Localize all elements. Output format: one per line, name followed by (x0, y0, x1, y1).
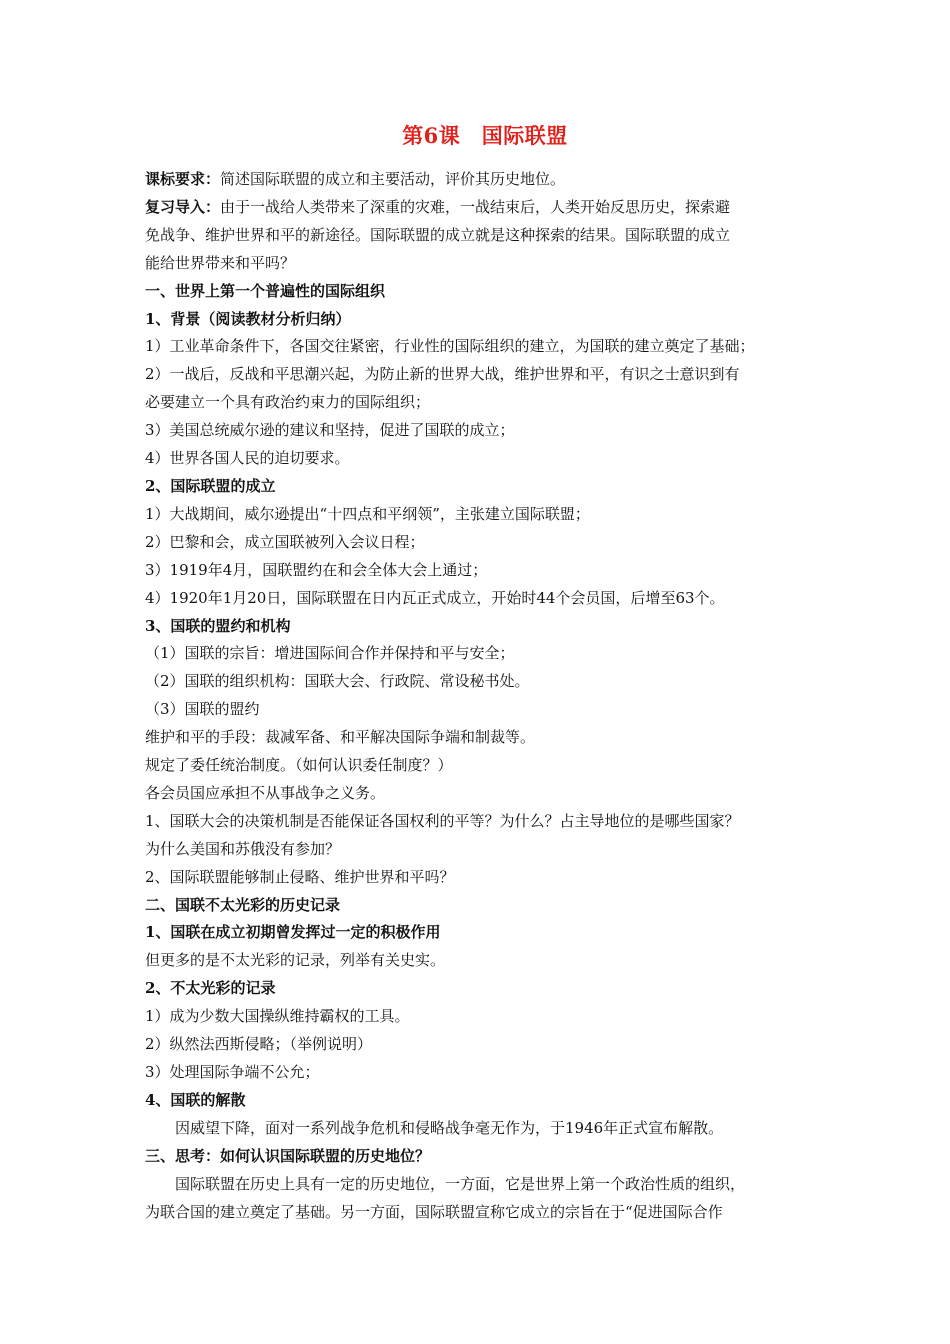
covenant-line: 维护和平的手段：裁减军备、和平解决国际争端和制裁等。 (145, 728, 536, 747)
list-item: 1）大战期间，威尔逊提出“十四点和平纲领”，主张建立国际联盟； (145, 504, 590, 523)
question-line-continuation: 为什么美国和苏俄没有参加？ (145, 839, 341, 858)
list-item: （2）国联的组织机构：国联大会、行政院、常设秘书处。 (145, 672, 530, 691)
list-item: 4）1920年1月20日，国际联盟在日内瓦正式成立，开始时44个会员国，后增至63个。 (145, 588, 725, 607)
subheading-dissolution: 4、国联的解散 (145, 1090, 246, 1109)
intro-line-2: 免战争、维护世界和平的新途径。国际联盟的成立就是这种探索的结果。国际联盟的成立 (145, 225, 731, 244)
dissolution-paragraph: 因威望下降，面对一系列战争危机和侵略战争毫无作为，于1946年正式宣布解散。 (175, 1118, 724, 1137)
intro-line-1 (145, 194, 825, 222)
list-item: 1）工业革命条件下，各国交往紧密，行业性的国际组织的建立，为国联的建立奠定了基础； (145, 337, 755, 356)
requirement-text: 简述国际联盟的成立和主要活动，评价其历史地位。 (220, 170, 566, 188)
subheading-covenant: 3、国联的盟约和机构 (145, 616, 291, 635)
section-heading-2: 二、国联不太光彩的历史记录 (145, 895, 341, 914)
list-item: 2）纵然法西斯侵略；（举例说明） (145, 1035, 373, 1054)
subheading-records: 2、不太光彩的记录 (145, 979, 276, 998)
subheading-background: 1、背景（阅读教材分析归纳） (145, 309, 351, 328)
list-item: 2）巴黎和会，成立国联被列入会议日程； (145, 532, 425, 551)
covenant-line: 规定了委任统治制度。（如何认识委任制度？） (145, 756, 453, 775)
list-item: （3）国联的盟约 (145, 700, 260, 719)
list-item: 4）世界各国人民的迫切要求。 (145, 449, 350, 468)
list-item: 3）处理国际争端不公允； (145, 1063, 320, 1081)
course-requirement (145, 166, 825, 194)
covenant-line: 各会员国应承担不从事战争之义务。 (145, 783, 386, 802)
page-title: 第6课 国际联盟 (402, 123, 568, 148)
question-line: 2、国际联盟能够制止侵略、维护世界和平吗？ (145, 867, 455, 886)
subheading-early-role: 1、国联在成立初期曾发挥过一定的积极作用 (145, 923, 441, 942)
requirement-label: 课标要求： (145, 170, 221, 188)
document-page (145, 118, 825, 1226)
list-item-continuation: 必要建立一个具有政治约束力的国际组织； (145, 393, 431, 412)
list-item: 3）美国总统威尔逊的建议和坚持，促进了国联的成立； (145, 421, 515, 440)
list-item: （1）国联的宗旨：增进国际间合作并保持和平与安全； (145, 644, 515, 663)
list-item: 1）成为少数大国操纵维持霸权的工具。 (145, 1007, 410, 1026)
paragraph-line: 为联合国的建立奠定了基础。另一方面，国际联盟宣称它成立的宗旨在于“促进国际合作 (145, 1202, 723, 1221)
question-line: 1、国联大会的决策机制是否能保证各国权利的平等？为什么？占主导地位的是哪些国家？ (145, 811, 740, 830)
paragraph-line: 国际联盟在历史上具有一定的历史地位，一方面，它是世界上第一个政治性质的组织， (175, 1174, 746, 1193)
subheading-establishment: 2、国际联盟的成立 (145, 476, 276, 495)
list-item: 3）1919年4月，国联盟约在和会全体大会上通过； (145, 560, 488, 579)
intro-text-1: 由于一战给人类带来了深重的灾难，一战结束后，人类开始反思历史，探索避 (220, 197, 731, 216)
section-heading-3: 三、思考：如何认识国际联盟的历史地位？ (145, 1146, 431, 1165)
intro-label: 复习导入： (145, 197, 221, 216)
section-heading-1: 一、世界上第一个普遍性的国际组织 (145, 281, 386, 300)
intro-line-3: 能给世界带来和平吗？ (145, 253, 296, 272)
paragraph-line: 但更多的是不太光彩的记录，列举有关史实。 (145, 951, 446, 970)
list-item: 2）一战后，反战和平思潮兴起，为防止新的世界大战，维护世界和平，有识之士意识到有 (145, 365, 740, 384)
